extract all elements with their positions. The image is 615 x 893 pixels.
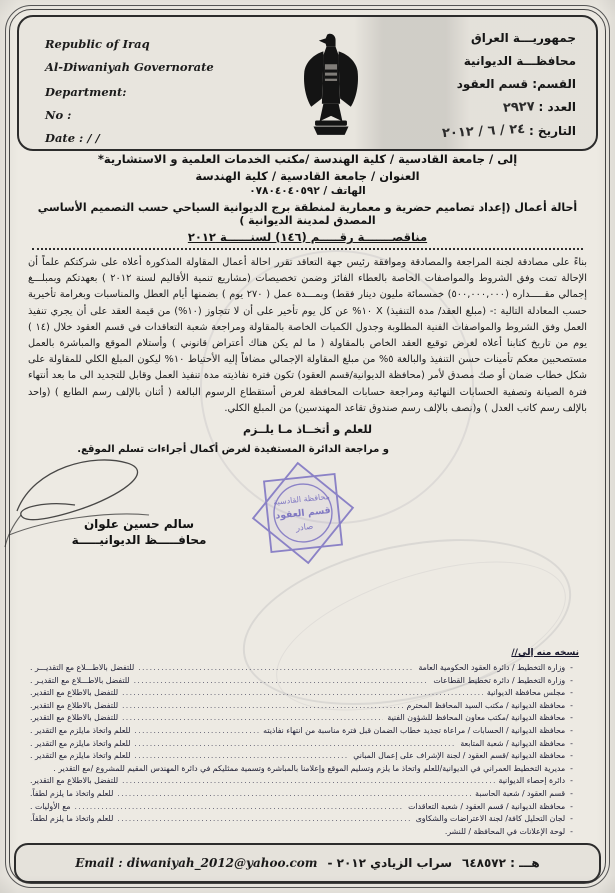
recipient: وزارة التخطيط / دائرة العقود الحكومية العامة — [418, 663, 566, 672]
action-note: للعلم واتخاذ ما يلزم لطفاً. — [30, 788, 114, 798]
eagle-icon — [293, 25, 369, 143]
number-label-en: No : — [45, 108, 72, 122]
action-note: للعلم واتخاذ ما يلزم لطفاً. — [30, 814, 114, 824]
row-dash: - — [570, 801, 573, 811]
row-dash: - — [570, 814, 573, 824]
distribution-row — [30, 687, 579, 700]
row-dash: - — [570, 700, 573, 710]
dot-leader — [122, 712, 383, 725]
recipient: لوحة الإعلانات في المحافظة / للنشر. — [444, 826, 566, 836]
distribution-row — [30, 788, 579, 801]
dot-leader — [138, 662, 414, 675]
recipient: محافظة الديوانية /مكتب معاون المحافظ للشؤون الفنية — [387, 713, 566, 723]
action-note: للعلم واتخاذ مايلزم مع التقدير . — [30, 725, 131, 735]
stamp-middle-text: قسم العقود — [274, 504, 332, 522]
dot-leader — [117, 813, 411, 826]
department-label-en: Department: — [45, 85, 127, 99]
dot-leader — [122, 775, 494, 788]
action-note: للتفضل بالاطلاع مع التقدير. — [30, 713, 119, 723]
recipient: وزارة التخطيط / دائرة تخطيط القطاعات — [433, 675, 566, 685]
stamp-bottom-text: صادر — [295, 520, 314, 533]
distribution-row — [30, 750, 579, 763]
country-name-ar: جمهوريـــة العراق — [470, 31, 576, 45]
row-dash: - — [570, 763, 573, 773]
dot-leader — [135, 750, 350, 763]
distribution-row — [30, 700, 579, 713]
number-label-ar: العدد : — [538, 100, 576, 114]
recipient: قسم العقود / شعبة الحاسبة — [475, 788, 566, 798]
distribution-row — [30, 763, 579, 776]
signatory-name: سالم حسين علوان — [83, 517, 195, 532]
dotted-separator — [32, 248, 583, 250]
recipient: دائرة إحصاء الديوانية — [498, 776, 566, 786]
distribution-row — [30, 738, 579, 751]
action-note: للعلم واتخاذ مايلزم مع التقدير . — [30, 738, 131, 748]
distribution-row — [30, 813, 579, 826]
distribution-row — [30, 826, 579, 839]
action-note: للتفضل بالاطلاع مع التقدير. — [30, 688, 119, 698]
action-note: للتفضل بالاطلاع مع التقدير. — [30, 776, 119, 786]
governorate-name-en: Al-Diwaniyah Governorate — [45, 60, 214, 74]
distribution-list — [30, 648, 579, 838]
subject-line-2: المصدق لمدينة الديوانية ) — [239, 214, 376, 227]
governorate-name-ar: محافظـــة الديوانية — [463, 54, 576, 68]
recipient: محافظة الديوانية / مكتب السيد المحافظ المحترم — [406, 700, 566, 710]
recipient: مديرية التخطيط العمراني في الديوانية/للعلم واتخاذ ما يلزم وتسليم الموقع وإعلامنا بالمباشرة وتسمية ممثليكم في دائرة المهندس المقيم للمشروع /مع التقدير . — [53, 763, 566, 773]
distribution-heading: نسخه منه إلى// — [511, 648, 579, 658]
recipient: محافظة الديوانية / شعبة المتابعة — [460, 738, 566, 748]
date-label-ar: التاريخ : — [528, 124, 576, 138]
recipient: لجان التحليل كافة/ لجنة الاعتراضات والشكاوى — [415, 814, 566, 824]
footer-phone: هـــ : ٦٤٨٥٧٢ — [462, 856, 540, 870]
dot-leader — [122, 700, 402, 713]
row-dash: - — [570, 788, 573, 798]
signature-zone — [26, 455, 589, 573]
distribution-row — [30, 725, 579, 738]
action-note: للعلم واتخاذ مايلزم مع التقدير . — [30, 751, 131, 761]
row-dash: - — [570, 826, 573, 836]
document-number-line — [401, 100, 576, 115]
footer-contact-bar — [14, 843, 601, 883]
letter-body — [26, 152, 589, 573]
official-star-stamp — [241, 451, 364, 574]
dot-leader — [134, 675, 430, 688]
country-name-en: Republic of Iraq — [45, 37, 150, 51]
email-address: diwaniyah_2012@yahoo.com — [126, 856, 318, 870]
department-line-ar: القسم: قسم العقود — [456, 77, 576, 91]
distribution-row — [30, 801, 579, 814]
document-date-line — [401, 121, 576, 142]
date-label-en: Date : / / — [45, 131, 100, 145]
dot-leader — [75, 801, 405, 814]
action-note: للتفضل بالاطلاع مع التقدير. — [30, 700, 119, 710]
row-dash: - — [570, 725, 573, 735]
action-note: مع الأوليات . — [30, 801, 71, 811]
distribution-row — [30, 675, 579, 688]
recipient: محافظة الديوانية / قسم العقود / شعبة التعاقدات — [408, 801, 566, 811]
phone-line: الهاتف / ٠٧٨٠٤٠٤٠٥٩٢ — [249, 185, 366, 197]
dot-leader — [122, 687, 483, 700]
distribution-row — [30, 775, 579, 788]
review-line: و مراجعة الدائرة المستفيدة لغرض أكمال أجراءات تسلم الموقع. — [77, 444, 389, 456]
addressee-line: إلى / جامعة القادسية / كلية الهندسة /مكتب الخدمات العلمية و الاستشارية* — [97, 152, 518, 166]
recipient: مجلس محافظة الديوانية — [486, 688, 566, 698]
row-dash: - — [570, 751, 573, 761]
action-note: للتفضل بالاطـــلاع مع التقديـــر . — [30, 663, 135, 672]
subject-line-1: أحالة أعمال (إعداد تصاميم حضرية و معمارية لمنطقة برج الديوانية السياحي حسب التصميم الأساسي — [37, 201, 578, 214]
footer-name-year: سراب الزيادي ٢٠١٢ - — [327, 856, 452, 870]
row-dash: - — [570, 675, 573, 685]
recipient: محافظة الديوانية / الحسابات / مراعاة تجديد خطاب الضمان قبل فترة مناسبة من انتهاء نفاذيته — [263, 725, 566, 735]
dot-leader — [135, 738, 457, 751]
row-dash: - — [570, 688, 573, 698]
dot-leader — [135, 725, 260, 738]
recipient: محافظة الديوانية /قسم العقود / لجنة الإشراف على إعمال المباني — [353, 751, 566, 761]
row-dash: - — [570, 713, 573, 723]
row-dash: - — [570, 663, 573, 672]
address-line: العنوان / جامعة القادسية / كلية الهندسة — [195, 169, 420, 183]
row-dash: - — [570, 738, 573, 748]
row-dash: - — [570, 776, 573, 786]
letterhead — [17, 15, 598, 151]
footer-email — [75, 856, 317, 870]
letter-main-paragraph: بناءً على مصادقة لجنة المراجعة والمصادقة وموافقة رئيس جهة التعاقد تقرر احالة أعمال المقاولة المذكورة أعلاه على شركتكم علماً أن الإحالة تمت وفق الشروط والمواصفات الخاصة بالعطاء الفائز وضمن تخصيصات (مشاريع تنمية الأقاليم لسنة ٢٠١٢ ) بعهدتكم وبمبلـــغ إجمالي مقـــــداره (٥٠٠,٠٠٠,٠٠٠) خمسمائة مليون دينار فقط) وبمـــدة عمل ( ٢٧٠ يوم ) بضمنها أيام العطل والمناسبات وبغرامة تأخيرية حسب المعادلة التالية :- (مبلغ العقد/ مدة التنفيذ) X ١٠% عن كل يوم تأخير على أن لا تتجاوز (١٠%) من قيمة العقد على أن يجري تنفيذ العمل وفق الشروط والمواصفات الفنية المطلوبة وجدول الكميات الخاصة بالمقاولة ومراجعة شعبة التعاقدات في قسم العقود خلال (١٤ ) يوم من تاريخ كتابنا أعلاه لغرض توقيع العقد الخاص بالمقاولة ( ما لم يكن هناك أعتراض قانوني ) وأستلام الموقع والمباشرة بالعمل مستصحبين معكم تأمينات حسن التنفيذ والبالغة ٥% من مبلغ المقاولة الإجمالي مضافاً إليه الأحتياط ١٠% ليكون المبلغ الكلي للمقاولة على شكل خطاب ضمان أو صك مصدق لأمر (محافظة الديوانية/قسم العقود) تكون فترة نفاذيته مدة تنفيذ العمل وقابل للتجديد الى ما بعد أنتهاء فترة الصيانة وتصفية الحسابات النهائية ومراجعة حسابات المحافظة لغرض أستقطاع الرسوم البالغة ( أثنان بالإلف رسم الطابع ) (واحد بالإلف رسم كاتب العدل ) و(نصف بالإلف رسم صندوق تقاعد المهندسين) من المبلغ الكلي. — [28, 257, 588, 414]
note-line: للعلم و أتخــاذ مـا يلــزم — [243, 423, 372, 437]
letterhead-arabic — [401, 17, 596, 149]
document-date-handwritten: ٢٤ / ٦ / ٢٠١٢ — [441, 121, 526, 142]
distribution-row — [30, 662, 579, 675]
tender-number-line: مناقصـــــــة رقـــــم (١٤٦) لسنــــــة ٢٠١٢ — [187, 230, 428, 244]
dot-leader — [117, 788, 471, 801]
action-note: للتفضل بالاطـــلاع مع التقديـر . — [30, 675, 130, 685]
email-label: Email : — [75, 856, 123, 870]
signatory-block — [64, 517, 214, 549]
signatory-title: محافـــــظ الديوانيـــــة — [71, 533, 207, 548]
distribution-row — [30, 712, 579, 725]
stamp-top-text: محافظة القادسية — [272, 491, 331, 507]
letterhead-english — [19, 17, 260, 149]
iraq-eagle-emblem — [276, 17, 386, 149]
document-number-handwritten: ٢٩٢٧ — [502, 99, 535, 116]
